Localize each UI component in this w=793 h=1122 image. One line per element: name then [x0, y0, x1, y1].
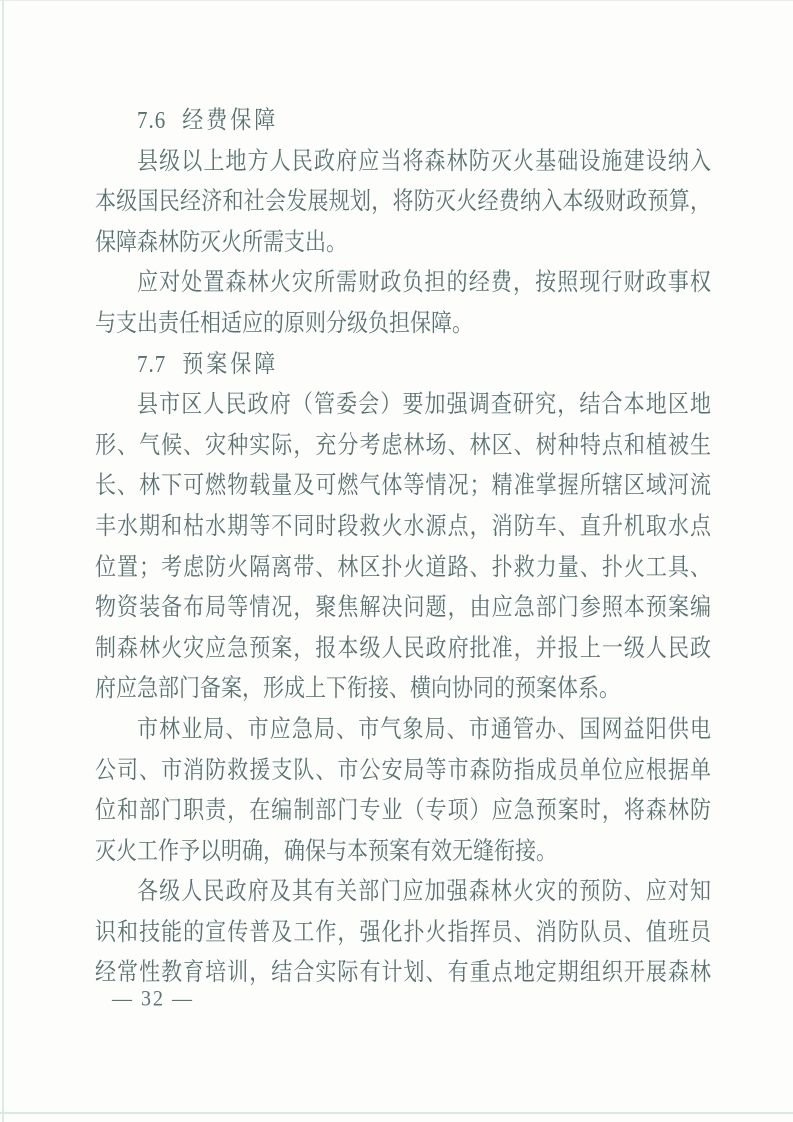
page-number: — 32 —	[112, 986, 194, 1012]
text-line: 保障森林防灭火所需支出。	[95, 227, 347, 256]
text-line: 县市区人民政府（管委会）要加强调查研究，结合本地区地	[137, 390, 711, 419]
scan-edge-top	[0, 0, 793, 1]
heading-title: 经费保障	[182, 106, 279, 134]
text-line: 与支出责任相适应的原则分级负担保障。	[95, 309, 473, 337]
text-line: 识和技能的宣传普及工作，强化扑火指挥员、消防队员、值班员	[95, 917, 711, 946]
text-line: 各级人民政府及其有关部门应加强森林火灾的预防、应对知	[137, 877, 711, 906]
heading-number: 7.6	[137, 106, 167, 134]
text-line: 县级以上地方人民政府应当将森林防灭火基础设施建设纳入	[137, 146, 711, 175]
scan-edge-bottom	[0, 1112, 793, 1114]
text-line: 位和部门职责，在编制部门专业（专项）应急预案时，将森林防	[95, 796, 711, 824]
text-line: 应对处置森林火灾所需财政负担的经费，按照现行财政事权	[137, 268, 711, 297]
text-line: 制森林火灾应急预案，报本级人民政府批准，并报上一级人民政	[95, 633, 711, 662]
text-line: 府应急部门备案，形成上下衔接、横向协同的预案体系。	[95, 674, 620, 703]
text-line: 形、气候、灾种实际，充分考虑林场、林区、树种特点和植被生	[95, 430, 711, 459]
heading-title: 预案保障	[182, 349, 279, 378]
text-line: 灭火工作予以明确，确保与本预案有效无缝衔接。	[95, 836, 557, 865]
text-line: 位置；考虑防火隔离带、林区扑火道路、扑救力量、扑火工具、	[95, 552, 711, 581]
text-line: 公司、市消防救援支队、市公安局等市森防指成员单位应根据单	[95, 755, 711, 784]
document-body	[95, 100, 711, 993]
text-line: 经常性教育培训，结合实际有计划、有重点地定期组织开展森林	[95, 958, 711, 987]
text-line: 本级国民经济和社会发展规划，将防灭火经费纳入本级财政预算，	[95, 187, 711, 216]
text-line: 物资装备布局等情况，聚焦解决问题，由应急部门参照本预案编	[95, 593, 711, 621]
scan-edge-left	[2, 0, 4, 1122]
text-line: 长、林下可燃物载量及可燃气体等情况；精准掌握所辖区域河流	[95, 471, 711, 500]
text-line: 市林业局、市应急局、市气象局、市通管办、国网益阳供电	[137, 714, 711, 743]
heading-number: 7.7	[137, 349, 167, 378]
text-line: 丰水期和枯水期等不同时段救火水源点，消防车、直升机取水点	[95, 511, 711, 540]
